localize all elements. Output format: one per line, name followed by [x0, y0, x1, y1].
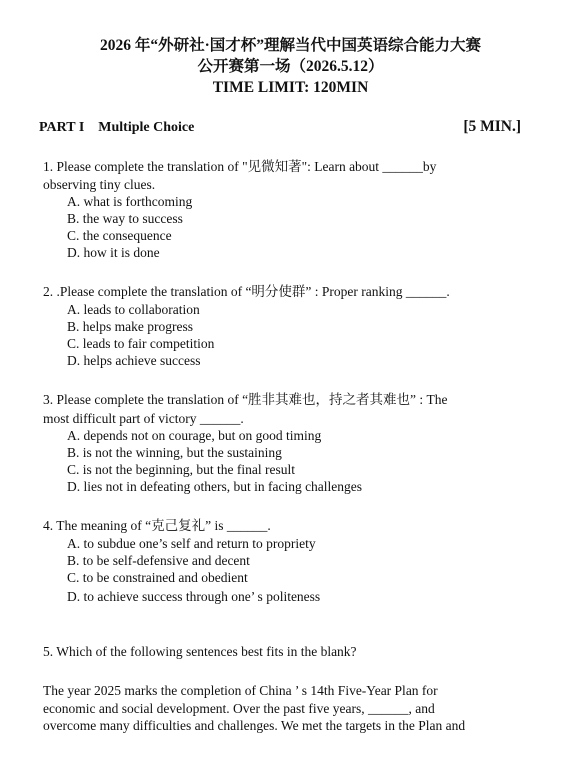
question-4-option-a: A. to subdue one’s self and return to propriety [67, 536, 316, 551]
question-1-stem-line1: 1. Please complete the translation of "见微知著": Learn about ______by [43, 159, 437, 174]
question-3-stem-line2: most difficult part of victory ______. [43, 411, 244, 426]
question-3-option-a: A. depends not on courage, but on good timing [67, 428, 322, 443]
question-1-option-a: A. what is forthcoming [67, 194, 193, 209]
passage-line2: economic and social development. Over the past five years, ______, and [43, 701, 435, 716]
passage-line1: The year 2025 marks the completion of China ’ s 14th Five-Year Plan for [43, 683, 438, 698]
question-1-stem-line2: observing tiny clues. [43, 177, 156, 192]
question-3-option-d: D. lies not in defeating others, but in facing challenges [67, 479, 363, 494]
question-1-option-c: C. the consequence [67, 228, 172, 243]
question-4-option-d: D. to achieve success through one’ s politeness [67, 589, 321, 604]
question-2-option-d: D. helps achieve success [67, 353, 201, 368]
part-label: PART I Multiple Choice [39, 120, 195, 135]
session-subtitle: 公开赛第一场（2026.5.12） [197, 58, 384, 75]
question-2-option-c: C. leads to fair competition [67, 336, 215, 351]
question-2-option-a: A. leads to collaboration [67, 302, 200, 317]
question-1-option-d: D. how it is done [67, 245, 160, 260]
question-4-stem-line1: 4. The meaning of “克己复礼” is ______. [43, 518, 271, 533]
question-2-option-b: B. helps make progress [67, 319, 193, 334]
question-4-option-c: C. to be constrained and obedient [67, 570, 248, 585]
contest-title: 2026 年“外研社·国才杯”理解当代中国英语综合能力大赛 [99, 37, 482, 54]
question-3-option-b: B. is not the winning, but the sustaining [67, 445, 282, 460]
question-1-option-b: B. the way to success [67, 211, 183, 226]
time-limit: TIME LIMIT: 120MIN [212, 79, 369, 96]
question-3-option-c: C. is not the beginning, but the final result [67, 462, 295, 477]
part-header [39, 118, 521, 136]
question-4-option-b: B. to be self-defensive and decent [67, 553, 250, 568]
question-2-stem-line1: 2. .Please complete the translation of “明分使群” : Proper ranking ______. [43, 284, 450, 299]
part-time: [5 MIN.] [463, 118, 521, 135]
passage-line3: overcome many difficulties and challenges. We met the targets in the Plan and [43, 718, 466, 733]
question-5-stem-line1: 5. Which of the following sentences best fits in the blank? [43, 644, 357, 659]
question-3-stem-line1: 3. Please complete the translation of “胜非其难也，持之者其难也” : The [43, 392, 448, 407]
